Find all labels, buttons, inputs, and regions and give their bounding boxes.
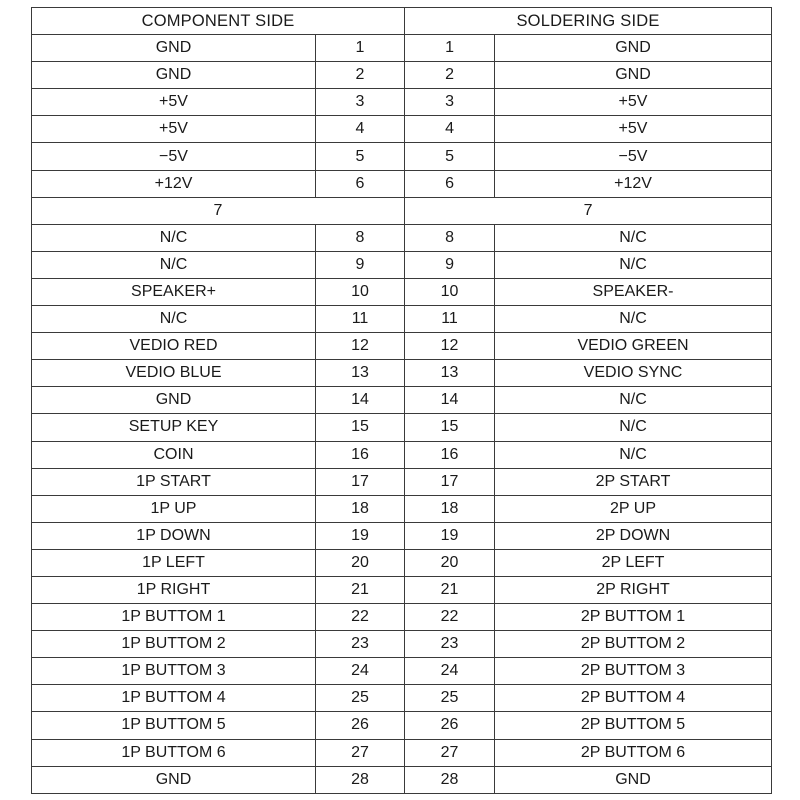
pin-row	[32, 89, 772, 116]
solder-pin-number: 15	[405, 414, 495, 441]
solder-signal: N/C	[495, 251, 772, 278]
solder-signal: GND	[495, 35, 772, 62]
component-pin-number: 16	[316, 441, 405, 468]
solder-pin-number: 20	[405, 549, 495, 576]
component-pin-number: 27	[316, 739, 405, 766]
pin-row	[32, 170, 772, 197]
solder-pin-number: 19	[405, 522, 495, 549]
pin-row	[32, 495, 772, 522]
solder-signal: N/C	[495, 224, 772, 251]
solder-signal: 2P LEFT	[495, 549, 772, 576]
solder-pin-number: 4	[405, 116, 495, 143]
pin-row	[32, 62, 772, 89]
pin-row	[32, 306, 772, 333]
component-signal: 1P BUTTOM 3	[32, 658, 316, 685]
component-pin-number: 26	[316, 712, 405, 739]
component-signal: N/C	[32, 251, 316, 278]
component-signal: SETUP KEY	[32, 414, 316, 441]
solder-signal: 2P UP	[495, 495, 772, 522]
pin-row	[32, 658, 772, 685]
pin-row	[32, 685, 772, 712]
pin-row	[32, 278, 772, 305]
pin-row	[32, 576, 772, 603]
solder-signal: 2P RIGHT	[495, 576, 772, 603]
component-signal: 1P BUTTOM 2	[32, 631, 316, 658]
pin-row	[32, 116, 772, 143]
solder-signal: −5V	[495, 143, 772, 170]
component-pin-number: 2	[316, 62, 405, 89]
component-pin-number: 25	[316, 685, 405, 712]
component-pin-number: 23	[316, 631, 405, 658]
component-pin-number: 19	[316, 522, 405, 549]
pinout-table-body	[32, 8, 772, 794]
component-pin-number: 15	[316, 414, 405, 441]
pin-row	[32, 522, 772, 549]
component-pin-number: 1	[316, 35, 405, 62]
solder-pin-number: 3	[405, 89, 495, 116]
component-signal: N/C	[32, 224, 316, 251]
solder-signal: +12V	[495, 170, 772, 197]
solder-pin-number: 9	[405, 251, 495, 278]
component-signal: VEDIO BLUE	[32, 360, 316, 387]
component-pin-number: 3	[316, 89, 405, 116]
component-pin-number: 4	[316, 116, 405, 143]
solder-pin-number: 17	[405, 468, 495, 495]
component-signal: +5V	[32, 116, 316, 143]
pin-row	[32, 360, 772, 387]
pin-row	[32, 35, 772, 62]
solder-signal: 2P DOWN	[495, 522, 772, 549]
solder-signal: 2P BUTTOM 6	[495, 739, 772, 766]
component-signal: 1P DOWN	[32, 522, 316, 549]
component-signal: 1P START	[32, 468, 316, 495]
component-signal: 1P LEFT	[32, 549, 316, 576]
solder-signal: VEDIO SYNC	[495, 360, 772, 387]
solder-pin-number: 1	[405, 35, 495, 62]
pin-row	[32, 251, 772, 278]
solder-pin-number: 16	[405, 441, 495, 468]
solder-pin-number: 2	[405, 62, 495, 89]
component-signal: −5V	[32, 143, 316, 170]
component-pin-number: 21	[316, 576, 405, 603]
component-signal: VEDIO RED	[32, 333, 316, 360]
component-pin-number: 6	[316, 170, 405, 197]
solder-pin-number: 11	[405, 306, 495, 333]
component-signal: +5V	[32, 89, 316, 116]
pin-row	[32, 441, 772, 468]
solder-pin-number: 28	[405, 766, 495, 793]
component-signal: 1P BUTTOM 6	[32, 739, 316, 766]
component-signal: 1P UP	[32, 495, 316, 522]
component-pin-number: 11	[316, 306, 405, 333]
key-row	[32, 197, 772, 224]
pin-row	[32, 604, 772, 631]
solder-pin-number: 24	[405, 658, 495, 685]
solder-pin-number: 26	[405, 712, 495, 739]
solder-signal: 2P START	[495, 468, 772, 495]
pin-row	[32, 143, 772, 170]
component-pin-number: 28	[316, 766, 405, 793]
header-row	[32, 8, 772, 35]
pinout-table	[31, 7, 772, 794]
component-pin-number: 17	[316, 468, 405, 495]
pin-row	[32, 387, 772, 414]
solder-signal: GND	[495, 62, 772, 89]
solder-pin-number: 10	[405, 278, 495, 305]
solder-pin-number: 14	[405, 387, 495, 414]
component-signal: +12V	[32, 170, 316, 197]
pin-row	[32, 333, 772, 360]
component-key-pin: 7	[32, 197, 405, 224]
component-signal: GND	[32, 35, 316, 62]
solder-signal: 2P BUTTOM 5	[495, 712, 772, 739]
component-signal: 1P BUTTOM 5	[32, 712, 316, 739]
solder-pin-number: 5	[405, 143, 495, 170]
solder-signal: SPEAKER-	[495, 278, 772, 305]
solder-pin-number: 13	[405, 360, 495, 387]
pin-row	[32, 549, 772, 576]
pin-row	[32, 224, 772, 251]
component-signal: GND	[32, 766, 316, 793]
solder-pin-number: 21	[405, 576, 495, 603]
pin-row	[32, 468, 772, 495]
component-signal: 1P RIGHT	[32, 576, 316, 603]
solder-signal: 2P BUTTOM 3	[495, 658, 772, 685]
component-side-header: COMPONENT SIDE	[32, 8, 405, 35]
component-signal: GND	[32, 387, 316, 414]
component-pin-number: 13	[316, 360, 405, 387]
component-pin-number: 14	[316, 387, 405, 414]
component-pin-number: 8	[316, 224, 405, 251]
component-pin-number: 5	[316, 143, 405, 170]
component-signal: SPEAKER+	[32, 278, 316, 305]
component-signal: COIN	[32, 441, 316, 468]
solder-pin-number: 12	[405, 333, 495, 360]
solder-signal: N/C	[495, 306, 772, 333]
solder-signal: +5V	[495, 116, 772, 143]
component-pin-number: 24	[316, 658, 405, 685]
solder-signal: +5V	[495, 89, 772, 116]
solder-signal: 2P BUTTOM 1	[495, 604, 772, 631]
solder-signal: VEDIO GREEN	[495, 333, 772, 360]
pin-row	[32, 414, 772, 441]
solder-signal: N/C	[495, 441, 772, 468]
solder-pin-number: 8	[405, 224, 495, 251]
component-signal: 1P BUTTOM 1	[32, 604, 316, 631]
soldering-side-header: SOLDERING SIDE	[405, 8, 772, 35]
pin-row	[32, 631, 772, 658]
component-signal: GND	[32, 62, 316, 89]
solder-pin-number: 25	[405, 685, 495, 712]
solder-pin-number: 22	[405, 604, 495, 631]
component-signal: 1P BUTTOM 4	[32, 685, 316, 712]
solder-signal: N/C	[495, 414, 772, 441]
solder-pin-number: 18	[405, 495, 495, 522]
solder-signal: 2P BUTTOM 2	[495, 631, 772, 658]
solder-signal: N/C	[495, 387, 772, 414]
solder-pin-number: 23	[405, 631, 495, 658]
component-signal: N/C	[32, 306, 316, 333]
component-pin-number: 9	[316, 251, 405, 278]
solder-pin-number: 6	[405, 170, 495, 197]
pinout-sheet	[31, 7, 771, 794]
component-pin-number: 10	[316, 278, 405, 305]
solder-key-pin: 7	[405, 197, 772, 224]
component-pin-number: 18	[316, 495, 405, 522]
solder-signal: 2P BUTTOM 4	[495, 685, 772, 712]
component-pin-number: 22	[316, 604, 405, 631]
component-pin-number: 20	[316, 549, 405, 576]
pin-row	[32, 712, 772, 739]
solder-signal: GND	[495, 766, 772, 793]
pin-row	[32, 739, 772, 766]
solder-pin-number: 27	[405, 739, 495, 766]
component-pin-number: 12	[316, 333, 405, 360]
pin-row	[32, 766, 772, 793]
